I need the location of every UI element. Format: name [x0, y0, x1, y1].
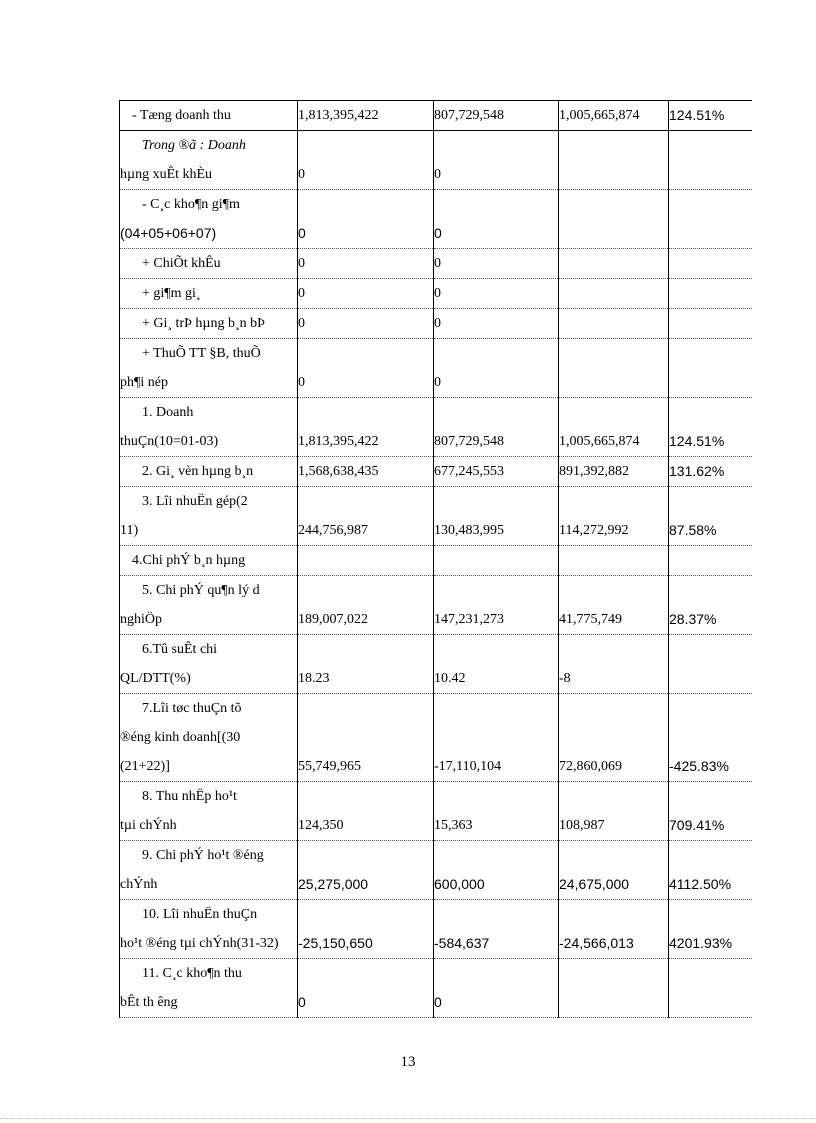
- difference-value: [559, 309, 669, 339]
- previous-period-value: 0: [434, 339, 559, 398]
- percent-value: [669, 546, 752, 576]
- table-row: [120, 900, 752, 959]
- previous-period-value: 10.42: [434, 635, 559, 694]
- row-label: - Tæng doanh thu: [120, 101, 298, 131]
- current-period-value: 0: [298, 279, 434, 309]
- percent-value: 87.58%: [669, 487, 752, 546]
- current-period-value: 18.23: [298, 635, 434, 694]
- percent-value: 4201.93%: [669, 900, 752, 959]
- row-label: + ChiÕt khÊu: [120, 249, 298, 279]
- row-label: 8. Thu nhËp ho¹t tµi chÝnh: [120, 782, 298, 841]
- page-edge-divider: [0, 1118, 816, 1119]
- table-row: [120, 190, 752, 249]
- row-label: Trong ®ã : Doanh hµng xuÊt khÈu: [120, 131, 298, 190]
- current-period-value: 124,350: [298, 782, 434, 841]
- row-label: 2. Gi¸ vèn hµng b¸n: [120, 457, 298, 487]
- percent-value: 709.41%: [669, 782, 752, 841]
- percent-value: [669, 131, 752, 190]
- row-label: 11. C¸c kho¶n thu bÊt th êng: [120, 959, 298, 1018]
- current-period-value: 1,568,638,435: [298, 457, 434, 487]
- difference-value: -24,566,013: [559, 900, 669, 959]
- percent-value: -425.83%: [669, 694, 752, 782]
- row-label: 10. Lîi nhuËn thuÇn ho¹t ®éng tµi chÝnh(31-32): [120, 900, 298, 959]
- previous-period-value: 0: [434, 959, 559, 1018]
- difference-value: 1,005,665,874: [559, 101, 669, 131]
- difference-value: 41,775,749: [559, 576, 669, 635]
- page-number: 13: [400, 1054, 416, 1070]
- row-label: + gi¶m gi¸: [120, 279, 298, 309]
- previous-period-value: 0: [434, 190, 559, 249]
- row-label: 7.Lîi tøc thuÇn tõ ®éng kinh doanh[(30 (21+22)]: [120, 694, 298, 782]
- row-label: + ThuÕ TT §B, thuÕ ph¶i nép: [120, 339, 298, 398]
- percent-value: [669, 190, 752, 249]
- table-row: [120, 131, 752, 190]
- row-label: 4.Chi phÝ b¸n hµng: [120, 546, 298, 576]
- current-period-value: 244,756,987: [298, 487, 434, 546]
- difference-value: 24,675,000: [559, 841, 669, 900]
- difference-value: [559, 279, 669, 309]
- difference-value: [559, 131, 669, 190]
- table-row: [120, 782, 752, 841]
- difference-value: [559, 339, 669, 398]
- current-period-value: 0: [298, 309, 434, 339]
- difference-value: 891,392,882: [559, 457, 669, 487]
- financial-report-table: [119, 100, 752, 1018]
- row-label: + Gi¸ trÞ hµng b¸n bÞ: [120, 309, 298, 339]
- table-row: [120, 694, 752, 782]
- table-row: [120, 249, 752, 279]
- previous-period-value: -584,637: [434, 900, 559, 959]
- row-label: 9. Chi phÝ ho¹t ®éng chÝnh: [120, 841, 298, 900]
- current-period-value: 1,813,395,422: [298, 398, 434, 457]
- current-period-value: [298, 546, 434, 576]
- row-label: - C¸c kho¶n gi¶m (04+05+06+07): [120, 190, 298, 249]
- difference-value: 1,005,665,874: [559, 398, 669, 457]
- previous-period-value: 0: [434, 131, 559, 190]
- previous-period-value: 147,231,273: [434, 576, 559, 635]
- current-period-value: 0: [298, 339, 434, 398]
- row-label: 3. Lîi nhuËn gép(2 11): [120, 487, 298, 546]
- current-period-value: -25,150,650: [298, 900, 434, 959]
- table-row: [120, 398, 752, 457]
- current-period-value: 0: [298, 249, 434, 279]
- percent-value: 124.51%: [669, 101, 752, 131]
- percent-value: [669, 279, 752, 309]
- current-period-value: 25,275,000: [298, 841, 434, 900]
- difference-value: [559, 249, 669, 279]
- percent-value: [669, 339, 752, 398]
- table-row: [120, 546, 752, 576]
- difference-value: 108,987: [559, 782, 669, 841]
- current-period-value: 0: [298, 959, 434, 1018]
- row-label: 5. Chi phÝ qu¶n lý d nghiÖp: [120, 576, 298, 635]
- previous-period-value: 0: [434, 309, 559, 339]
- previous-period-value: 677,245,553: [434, 457, 559, 487]
- previous-period-value: [434, 546, 559, 576]
- current-period-value: 189,007,022: [298, 576, 434, 635]
- table-row: [120, 309, 752, 339]
- previous-period-value: 15,363: [434, 782, 559, 841]
- table-row: [120, 487, 752, 546]
- current-period-value: 55,749,965: [298, 694, 434, 782]
- current-period-value: 0: [298, 190, 434, 249]
- difference-value: [559, 546, 669, 576]
- row-label: 1. Doanh thuÇn(10=01-03): [120, 398, 298, 457]
- row-label: 6.Tû suÊt chi QL/DTT(%): [120, 635, 298, 694]
- table-row: [120, 576, 752, 635]
- table-row: [120, 841, 752, 900]
- current-period-value: 0: [298, 131, 434, 190]
- current-period-value: 1,813,395,422: [298, 101, 434, 131]
- percent-value: [669, 635, 752, 694]
- percent-value: [669, 249, 752, 279]
- previous-period-value: 130,483,995: [434, 487, 559, 546]
- table-row: [120, 959, 752, 1018]
- table-row: [120, 457, 752, 487]
- difference-value: -8: [559, 635, 669, 694]
- difference-value: 114,272,992: [559, 487, 669, 546]
- table-row: [120, 339, 752, 398]
- previous-period-value: 807,729,548: [434, 398, 559, 457]
- percent-value: [669, 959, 752, 1018]
- percent-value: 124.51%: [669, 398, 752, 457]
- table-row: [120, 101, 752, 131]
- difference-value: 72,860,069: [559, 694, 669, 782]
- previous-period-value: 0: [434, 279, 559, 309]
- table-row: [120, 279, 752, 309]
- percent-value: [669, 309, 752, 339]
- previous-period-value: 600,000: [434, 841, 559, 900]
- previous-period-value: 807,729,548: [434, 101, 559, 131]
- difference-value: [559, 190, 669, 249]
- previous-period-value: -17,110,104: [434, 694, 559, 782]
- percent-value: 4112.50%: [669, 841, 752, 900]
- percent-value: 28.37%: [669, 576, 752, 635]
- percent-value: 131.62%: [669, 457, 752, 487]
- previous-period-value: 0: [434, 249, 559, 279]
- difference-value: [559, 959, 669, 1018]
- table-row: [120, 635, 752, 694]
